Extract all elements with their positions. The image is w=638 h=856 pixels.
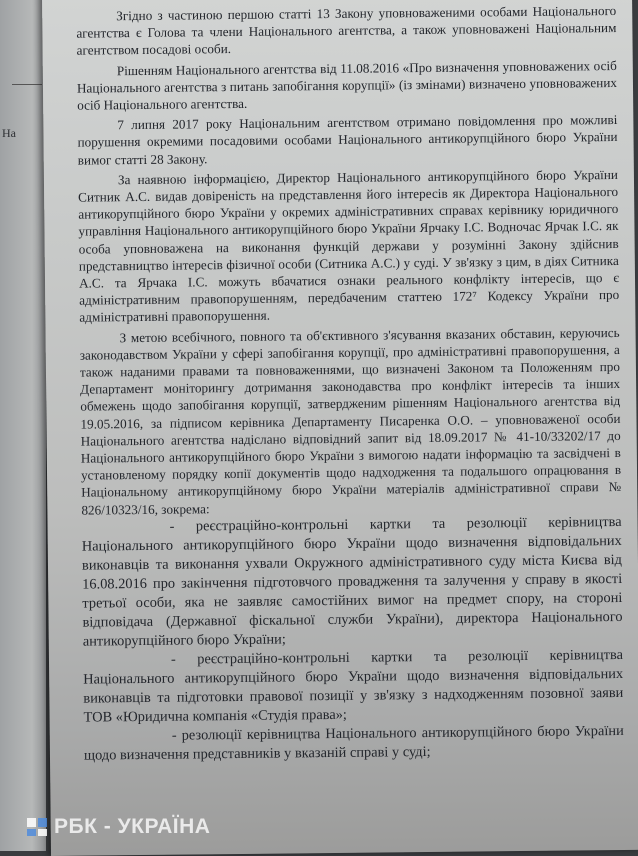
rbc-logo-icon [26, 816, 48, 838]
document-sheet [42, 0, 638, 856]
paragraph-authorized-persons: Згідно з частиною першою статті 13 Закону уповноваженими особами Національного агентства є Голова та члени Національного агентства, а також уповноважені Національним агентством посадові особи. [76, 2, 617, 59]
watermark-text: РБК - УКРАЇНА [54, 815, 211, 838]
paragraph-agency-decision: Рішенням Національного агентства від 11.08.2016 «Про визначення уповноважених осіб Національного агентства з питань запобігання корупції» (із змінами) визначено уповноважених осіб Національного агентства. [76, 57, 618, 113]
list-item-registration-cards-lawsuit: - реєстраційно-контрольні картки та резолюції керівництва Національного антикорупційного бюро України щодо визначення відповідальних виконавців та підготовки правової позиції у зв'язку з надходженням позовної заяви ТОВ «Юридична компанія «Студія права»; [83, 646, 624, 726]
adjacent-page-line [12, 84, 42, 85]
paragraph-notification: 7 липня 2017 року Національним агентством отримано повідомлення про можливі порушення окремими посадовими особами Національного антикорупційного бюро України вимог статті 28 Закону. [77, 112, 618, 168]
adjacent-page-edge [0, 0, 46, 851]
paragraph-conflict-of-interest: За наявною інформацією, Директор Національного антикорупційного бюро України Ситник А.С. видав довіреність на представлення його інтересів як Директора Національного антикорупційного бюро України у окремих адміністративних справах керівнику юридичного управління Національного антикорупційного бюро України Ярчаку І.С. Водночас Ярчак І.С. як особа уповноважена на виконання функцій держави у розумінні Закону здійснив представництво інтересів фізичної особи (Ситника А.С.) у суді. У зв'язку з цим, в діях Ситника А.С. та Ярчака І.С. можуть вбачатися ознаки реального конфлікту інтересів, що є адміністративним правопорушенням, передбаченим статтею 172⁷ Кодексу України про адміністративні правопорушення. [78, 166, 620, 326]
document-body [76, 2, 624, 766]
rbc-ukraine-watermark [26, 814, 210, 840]
paragraph-information-request: З метою всебічного, повного та об'єктивного з'ясування вказаних обставин, керуючись законодавством України у сфері запобігання корупції, про адміністративні правопорушення, а також наданими правами та повноваженнями, що визначені Законом та Положенням про Департамент моніторингу дотримання законодавства про конфлікт інтересів та інших обмежень щодо запобігання корупції, затвердженим рішенням Національного агентства від 19.05.2016, за підписом керівника Департаменту Писаренка О.О. – уповноваженої особи Національного агентства надіслано відповідний запит від 18.09.2017 № 41-10/33202/17 до Національного антикорупційного бюро України з вимогою надати інформацію та засвідчені в установленому порядку копії документів щодо надходження та подальшого опрацювання в Національному антикорупційному бюро України матеріалів адміністративної справи № 826/10323/16, зокрема: [79, 324, 622, 518]
list-item-representatives: - резолюції керівництва Національного антикорупційного бюро України щодо визначення представників у вказаній справі у суді; [83, 722, 624, 764]
list-item-registration-cards-court: - реєстраційно-контрольні картки та резолюції керівництва Національного антикорупційного бюро України щодо визначення відповідальних виконавців та виконання ухвали Окружного адміністративного суду міста Києва від 16.08.2016 про закінчення підготовчого провадження та залучення у справу в якості третьої особи, яка не заявляє самостійних вимог на предмет спору, на стороні відповідача (Державної фіскальної служби України), директора Національного антикорупційного бюро України; [81, 513, 623, 650]
adjacent-page-text: На [2, 126, 16, 140]
